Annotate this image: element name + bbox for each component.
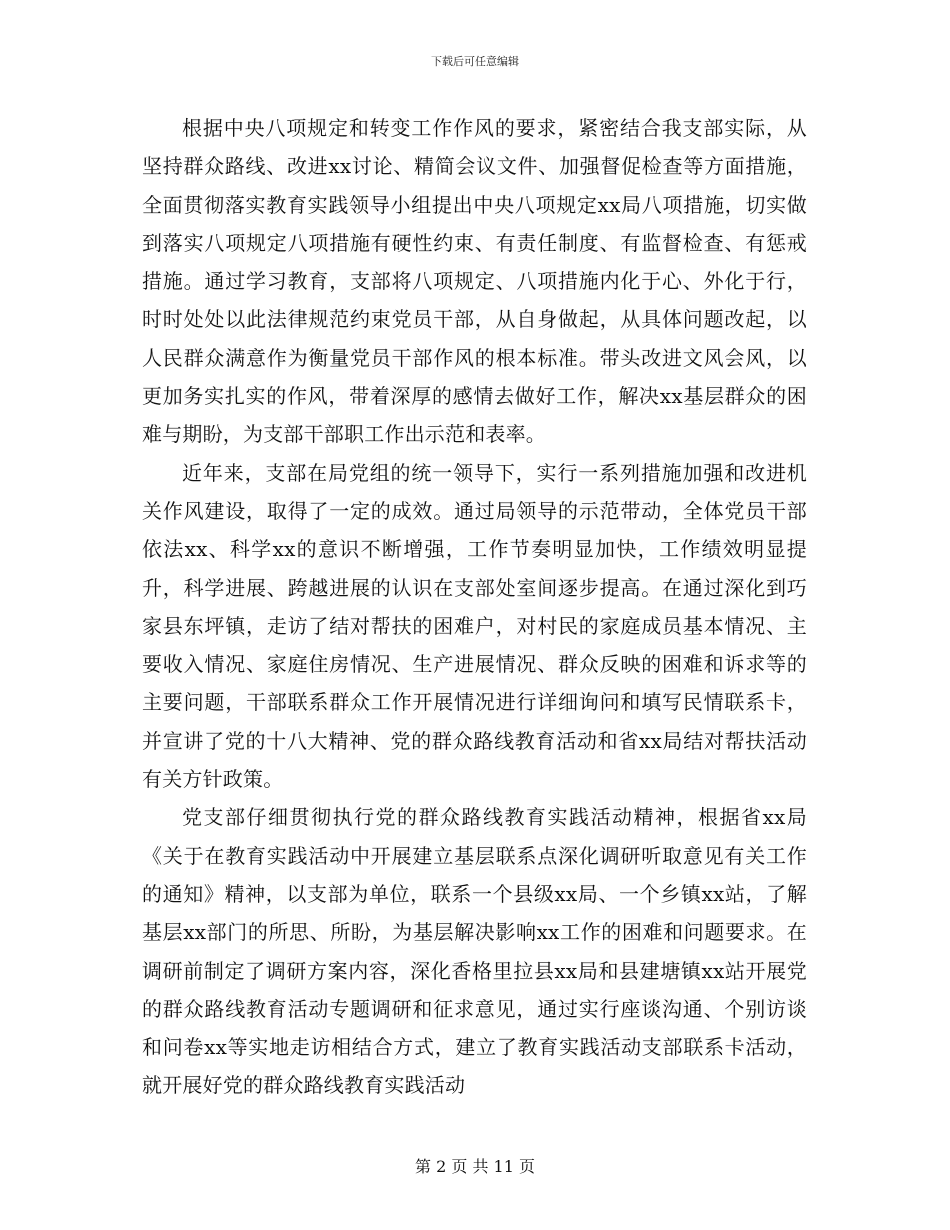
paragraph-2: 近年来，支部在局党组的统一领导下，实行一系列措施加强和改进机关作风建设，取得了一定的成效。通过局领导的示范带动，全体党员干部依法xx、科学xx的意识不断增强，工作节奏明显加快，工作绩效明显提升，科学进展、跨越进展的认识在支部处室间逐步提高。在通过深化到巧家县东坪镇，走访了结对帮扶的困难户，对村民的家庭成员基本情况、主要收入情况、家庭住房情况、生产进展情况、群众反映的困难和诉求等的主要问题，干部联系群众工作开展情况进行详细询问和填写民情联系卡，并宣讲了党的十八大精神、党的群众路线教育活动和省xx局结对帮扶活动有关方针政策。 xyxy=(142,460,807,792)
paragraph-1: 根据中央八项规定和转变工作作风的要求，紧密结合我支部实际，从坚持群众路线、改进xx讨论、精简会议文件、加强督促检查等方面措施，全面贯彻落实教育实践领导小组提出中央八项规定xx局八项措施，切实做到落实八项规定八项措施有硬性约束、有责任制度、有监督检查、有惩戒措施。通过学习教育，支部将八项规定、八项措施内化于心、外化于行，时时处处以此法律规范约束党员干部，从自身做起，从具体问题改起，以人民群众满意作为衡量党员干部作风的根本标准。带头改进文风会风，以更加务实扎实的作风，带着深厚的感情去做好工作，解决xx基层群众的困难与期盼，为支部干部职工作出示范和表率。 xyxy=(142,116,807,447)
document-body xyxy=(142,109,807,1105)
page-number-footer: 第 2 页 共 11 页 xyxy=(415,1157,535,1176)
paragraph-3: 党支部仔细贯彻执行党的群众路线教育实践活动精神，根据省xx局《关于在教育实践活动中开展建立基层联系点深化调研听取意见有关工作的通知》精神，以支部为单位，联系一个县级xx局、一个乡镇xx站，了解基层xx部门的所思、所盼，为基层解决影响xx工作的困难和问题要求。在调研前制定了调研方案内容，深化香格里拉县xx局和县建塘镇xx站开展党的群众路线教育活动专题调研和征求意见，通过实行座谈沟通、个别访谈和问卷xx等实地走访相结合方式，建立了教育实践活动支部联系卡活动，就开展好党的群众路线教育实践活动 xyxy=(142,805,807,1098)
page-header-note: 下载后可任意编辑 xyxy=(431,55,519,68)
